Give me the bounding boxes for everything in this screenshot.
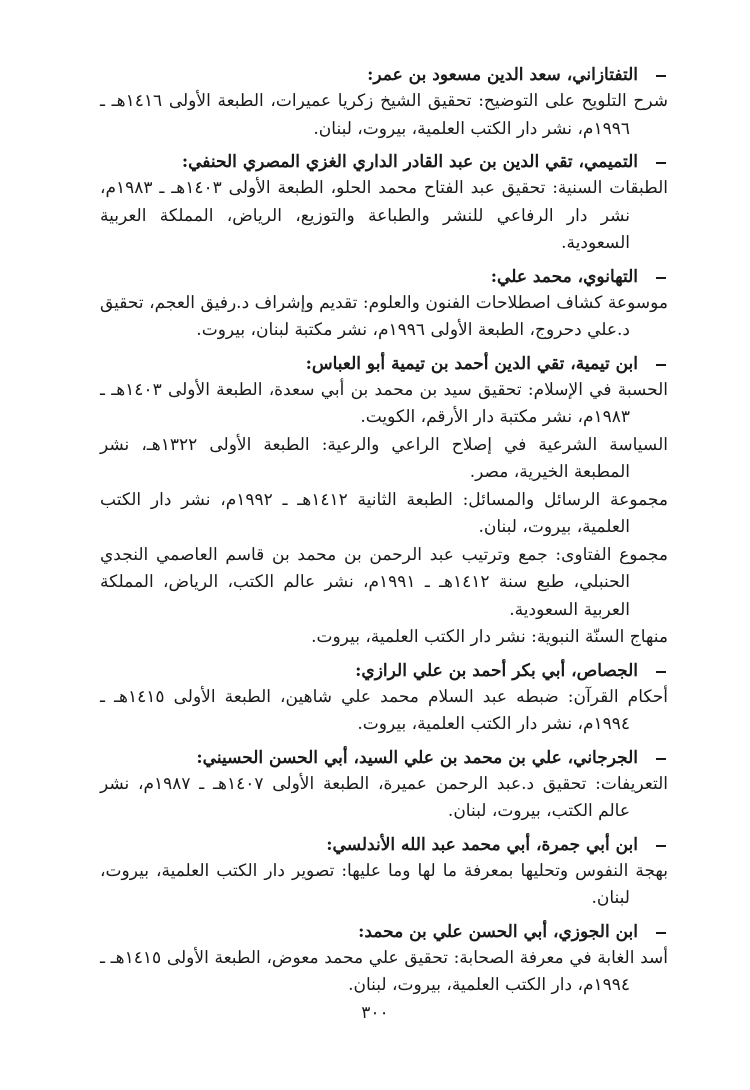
work-citation: مجموع الفتاوى: جمع وترتيب عبد الرحمن بن محمد بن قاسم العاصمي النجدي الحنبلي، طبع سنة ١٤١٢هـ ـ ١٩٩١م، نشر عالم الكتب، الرياض، المملكة العربية السعودية. — [100, 544, 668, 620]
entry-jassas — [100, 658, 668, 739]
work-citation: منهاج السنّة النبوية: نشر دار الكتب العلمية، بيروت. — [311, 627, 668, 647]
author-heading: التهانوي، محمد علي: — [100, 264, 668, 290]
author-heading: التميمي، تقي الدين بن عبد القادر الداري الغزي المصري الحنفي: — [100, 149, 668, 175]
entry-ibn-abi-jamra — [100, 832, 668, 913]
author-heading: ابن أبي جمرة، أبي محمد عبد الله الأندلسي: — [100, 832, 668, 858]
work-citation: السياسة الشرعية في إصلاح الراعي والرعية: الطبعة الأولى ١٣٢٢هـ، نشر المطبعة الخيرية، مصر. — [100, 434, 668, 482]
work-citation: الطبقات السنية: تحقيق عبد الفتاح محمد الحلو، الطبعة الأولى ١٤٠٣هـ ـ ١٩٨٣م، نشر دار الرفاعي للنشر والطباعة والتوزيع، الرياض، المملكة العربية السعودية. — [100, 178, 668, 253]
author-heading: الجصاص، أبي بكر أحمد بن علي الرازي: — [100, 658, 668, 684]
author-heading: ابن تيمية، تقي الدين أحمد بن تيمية أبو العباس: — [100, 351, 668, 377]
work-citation: بهجة النفوس وتحليها بمعرفة ما لها وما عليها: تصوير دار الكتب العلمية، بيروت، لبنان. — [100, 860, 668, 908]
entry-ibn-taymiyya — [100, 351, 668, 652]
work-citation: مجموعة الرسائل والمسائل: الطبعة الثانية ١٤١٢هـ ـ ١٩٩٢م، نشر دار الكتب العلمية، بيروت، لبنان. — [100, 489, 669, 537]
entry-jurjani — [100, 745, 668, 826]
entry-ibn-al-jawzi — [100, 919, 668, 1000]
page-number: ٣٠٠ — [361, 1003, 389, 1023]
work-citation: شرح التلويح على التوضيح: تحقيق الشيخ زكريا عميرات، الطبعة الأولى ١٤١٦هـ ـ ١٩٩٦م، نشر دار الكتب العلمية، بيروت، لبنان. — [100, 91, 668, 139]
entry-tahanawi — [100, 264, 668, 345]
author-heading: الجرجاني، علي بن محمد بن علي السيد، أبي الحسن الحسيني: — [100, 745, 668, 771]
author-heading: التفتازاني، سعد الدين مسعود بن عمر: — [100, 62, 668, 88]
work-citation: أحكام القرآن: ضبطه عبد السلام محمد علي شاهين، الطبعة الأولى ١٤١٥هـ ـ ١٩٩٤م، نشر دار الكتب العلمية، بيروت. — [100, 686, 668, 734]
work-citation: الحسبة في الإسلام: تحقيق سيد بن محمد بن أبي سعدة، الطبعة الأولى ١٤٠٣هـ ـ ١٩٨٣م، نشر مكتبة دار الأرقم، الكويت. — [100, 379, 668, 427]
work-citation: أسد الغابة في معرفة الصحابة: تحقيق علي محمد معوض، الطبعة الأولى ١٤١٥هـ ـ ١٩٩٤م، دار الكتب العلمية، بيروت، لبنان. — [100, 947, 668, 995]
entry-taftazani — [100, 62, 668, 143]
work-citation: التعريفات: تحقيق د.عبد الرحمن عميرة، الطبعة الأولى ١٤٠٧هـ ـ ١٩٨٧م، نشر عالم الكتب، بيروت، لبنان. — [100, 773, 669, 821]
work-citation: موسوعة كشاف اصطلاحات الفنون والعلوم: تقديم وإشراف د.رفيق العجم، تحقيق د.علي دحروج، الطبعة الأولى ١٩٩٦م، نشر مكتبة لبنان، بيروت. — [100, 292, 668, 340]
entry-tamimi — [100, 149, 668, 258]
author-heading: ابن الجوزي، أبي الحسن علي بن محمد: — [100, 919, 668, 945]
